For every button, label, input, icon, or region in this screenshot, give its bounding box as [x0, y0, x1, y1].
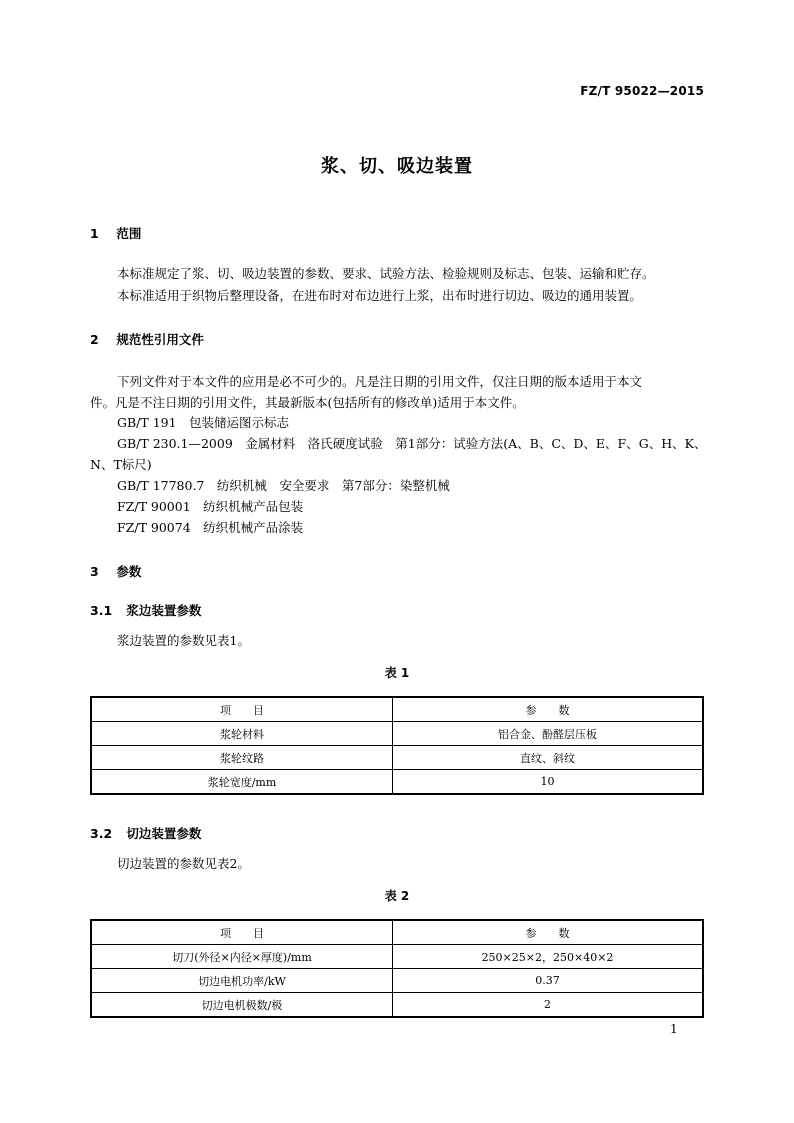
reference-item: FZ/T 90001 纺织机械产品包装	[117, 499, 304, 514]
page-number: 1	[670, 1022, 678, 1036]
section-title: 范围	[116, 226, 142, 241]
table-cell: 切边电机功率/kW	[91, 969, 393, 993]
table-cell: 浆轮纹路	[91, 746, 393, 770]
reference-item: N、T标尺)	[90, 457, 152, 472]
section-title: 浆边装置参数	[126, 603, 202, 618]
table-cell: 切边电机极数/极	[91, 993, 393, 1018]
table-cell: 0.37	[393, 969, 704, 993]
table-header-cell: 项 目	[91, 697, 393, 722]
table-row	[91, 722, 703, 746]
section-title: 切边装置参数	[126, 826, 202, 841]
paragraph: 切边装置的参数见表2。	[117, 856, 250, 871]
table-cell: 直纹、斜纹	[393, 746, 704, 770]
table-cell: 250×25×2，250×40×2	[393, 945, 704, 969]
section-number: 3.2	[90, 826, 113, 841]
section-3-heading	[90, 562, 141, 580]
table-2-caption: 表 2	[384, 889, 410, 903]
section-title: 参数	[116, 564, 142, 579]
table-header-row	[91, 697, 703, 722]
table-cell: 切刀(外径×内径×厚度)/mm	[91, 945, 393, 969]
section-3-1-heading	[90, 601, 201, 619]
section-number: 3	[90, 564, 99, 579]
paragraph: 浆边装置的参数见表1。	[117, 633, 250, 648]
reference-item: GB/T 191 包装储运图示标志	[117, 415, 290, 430]
table-cell: 浆轮宽度/mm	[91, 770, 393, 795]
table-1-caption: 表 1	[384, 666, 410, 680]
paragraph: 下列文件对于本文件的应用是必不可少的。凡是注日期的引用文件，仅注日期的版本适用于本文	[117, 374, 643, 389]
section-number: 2	[90, 332, 99, 347]
table-header-cell: 参 数	[393, 697, 704, 722]
table-row	[91, 770, 703, 795]
reference-item: GB/T 17780.7 纺织机械 安全要求 第7部分：染整机械	[117, 478, 450, 493]
paragraph: 本标准规定了浆、切、吸边装置的参数、要求、试验方法、检验规则及标志、包装、运输和贮存。	[117, 266, 655, 281]
table-row	[91, 993, 703, 1018]
table-cell: 浆轮材料	[91, 722, 393, 746]
table-1	[90, 696, 704, 795]
reference-item: GB/T 230.1—2009 金属材料 洛氏硬度试验 第1部分：试验方法(A、B、C、D、E、F、G、H、K、	[117, 436, 707, 451]
reference-item: FZ/T 90074 纺织机械产品涂装	[117, 520, 304, 535]
paragraph: 件。凡是不注日期的引用文件，其最新版本(包括所有的修改单)适用于本文件。	[90, 395, 525, 410]
table-cell: 2	[393, 993, 704, 1018]
section-3-2-heading	[90, 824, 201, 842]
section-number: 1	[90, 226, 99, 241]
page-title: 浆、切、吸边装置	[321, 156, 473, 177]
table-header-row	[91, 920, 703, 945]
table-cell: 10	[393, 770, 704, 795]
table-row	[91, 945, 703, 969]
table-row	[91, 746, 703, 770]
table-header-cell: 参 数	[393, 920, 704, 945]
paragraph: 本标准适用于织物后整理设备，在进布时对布边进行上浆，出布时进行切边、吸边的通用装置。	[117, 288, 643, 303]
table-cell: 铝合金、酚醛层压板	[393, 722, 704, 746]
section-1-heading	[90, 224, 141, 242]
section-title: 规范性引用文件	[116, 332, 204, 347]
table-row	[91, 969, 703, 993]
table-2	[90, 919, 704, 1018]
section-2-heading	[90, 330, 204, 348]
table-header-cell: 项 目	[91, 920, 393, 945]
section-number: 3.1	[90, 603, 113, 618]
standard-number: FZ/T 95022—2015	[580, 84, 704, 98]
